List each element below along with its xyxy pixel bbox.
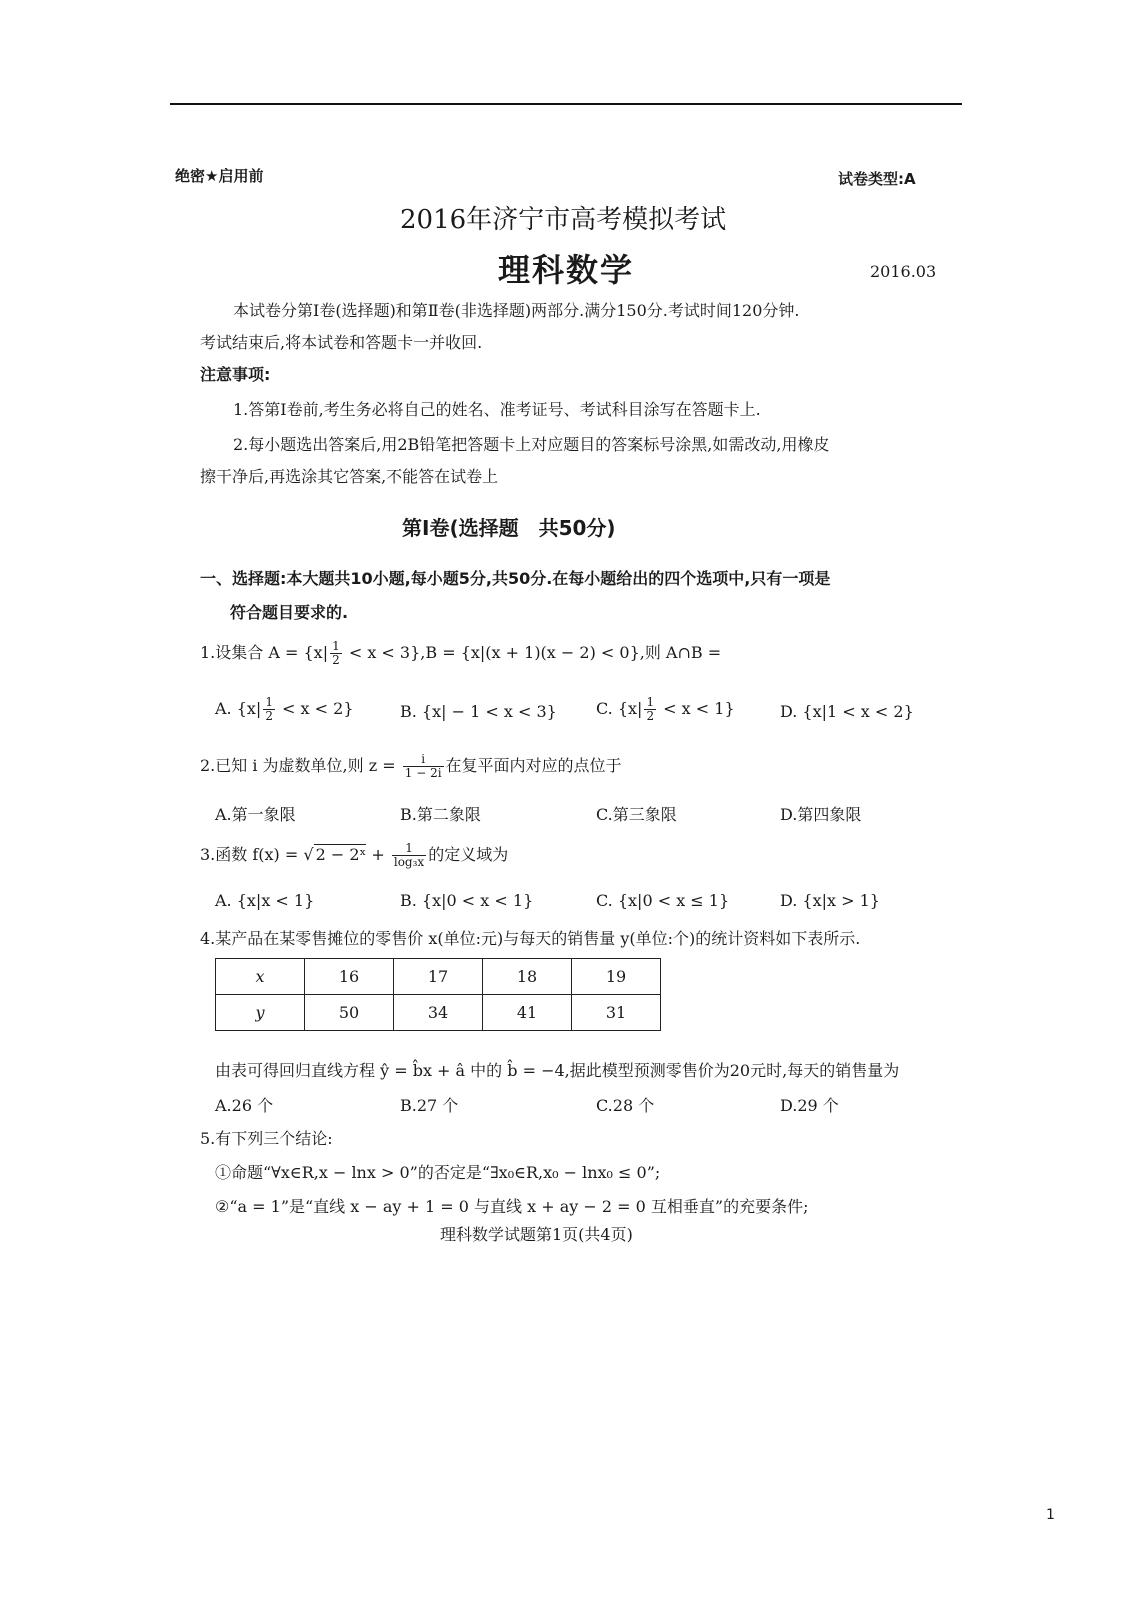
q3-frac-den: log₃x	[393, 855, 425, 869]
q3-option-d: D. {x|x > 1}	[780, 891, 880, 910]
q1-text-b: < x < 3},B = {x|(x + 1)(x − 2) < 0},则 A∩B =	[343, 643, 722, 662]
table-header-y: y	[216, 995, 305, 1031]
q5-item-2: ②“a = 1”是“直线 x − ay + 1 = 0 与直线 x + ay − 2 = 0 互相垂直”的充要条件;	[215, 1197, 809, 1216]
q1-fraction	[330, 640, 342, 667]
q1-frac-den: 2	[332, 653, 340, 667]
q2-text-b: 在复平面内对应的点位于	[445, 756, 622, 775]
q2-option-d: D.第四象限	[780, 805, 862, 824]
paper-type-label: 试卷类型:A	[838, 170, 916, 188]
notice-item-1: 1.答第Ⅰ卷前,考生务必将自己的姓名、准考证号、考试科目涂写在答题卡上.	[233, 400, 761, 419]
q3-plus: +	[366, 845, 390, 864]
q4-option-d: D.29 个	[780, 1096, 839, 1115]
q1-opt-a-fraction	[263, 696, 275, 723]
section-title: 第Ⅰ卷(选择题 共50分)	[402, 516, 616, 540]
q3-option-c: C. {x|0 < x ≤ 1}	[596, 891, 730, 910]
q1-option-c	[596, 696, 735, 723]
notice-item-2a: 2.每小题选出答案后,用2B铅笔把答题卡上对应题目的答案标号涂黑,如需改动,用橡皮	[233, 435, 830, 454]
q1-opt-c-den: 2	[646, 709, 655, 723]
table-row	[216, 959, 661, 995]
q4-regression-line: 由表可得回归直线方程 ŷ = b̂x + â 中的 b̂ = −4,据此模型预测零售价为20元时,每天的销售量为	[215, 1061, 900, 1080]
q1-option-a	[215, 696, 354, 723]
intro-line-1: 本试卷分第Ⅰ卷(选择题)和第Ⅱ卷(非选择题)两部分.满分150分.考试时间120分钟.	[233, 301, 800, 320]
q1-frac-num: 1	[332, 639, 340, 653]
table-cell: 18	[483, 959, 572, 995]
q1-opt-c-fraction	[644, 696, 656, 723]
q1-option-b: B. {x| − 1 < x < 3}	[400, 702, 557, 721]
question-3-stem	[200, 842, 508, 869]
q2-frac-den: 1 − 2i	[404, 766, 442, 780]
q2-option-a: A.第一象限	[215, 805, 296, 824]
q2-frac-num: i	[403, 753, 444, 767]
q3-option-b: B. {x|0 < x < 1}	[400, 891, 534, 910]
top-rule	[170, 103, 962, 105]
q3-text-b: 的定义域为	[428, 845, 509, 864]
q4-option-b: B.27 个	[400, 1096, 459, 1115]
table-cell: 50	[305, 995, 394, 1031]
section-instruction-1: 一、选择题:本大题共10小题,每小题5分,共50分.在每小题给出的四个选项中,只有一项是	[200, 569, 831, 588]
q1-opt-a-pre: A. {x|	[215, 699, 262, 718]
q2-option-b: B.第二象限	[400, 805, 481, 824]
question-5-stem: 5.有下列三个结论:	[200, 1129, 333, 1148]
page-number: 1	[1046, 1507, 1055, 1523]
question-1-stem	[200, 640, 721, 667]
q1-text-a: 1.设集合 A = {x|	[200, 643, 329, 662]
secret-label: 绝密★启用前	[175, 167, 264, 185]
table-cell: 31	[572, 995, 661, 1031]
table-cell: 17	[394, 959, 483, 995]
q1-opt-a-num: 1	[265, 695, 273, 709]
q2-option-c: C.第三象限	[596, 805, 677, 824]
q1-opt-c-pre: C. {x|	[596, 699, 643, 718]
q1-opt-a-den: 2	[265, 709, 273, 723]
table-cell: 41	[483, 995, 572, 1031]
exam-date: 2016.03	[870, 262, 937, 281]
q3-text-a: 3.函数 f(x) = √	[200, 845, 314, 864]
page-footer-label: 理科数学试题第1页(共4页)	[440, 1225, 633, 1244]
q1-opt-c-num: 1	[646, 695, 655, 709]
exam-title: 2016年济宁市高考模拟考试	[400, 205, 727, 235]
notice-heading: 注意事项:	[200, 365, 271, 384]
q3-frac-num: 1	[392, 842, 426, 856]
q3-fraction	[392, 842, 426, 869]
intro-line-2: 考试结束后,将本试卷和答题卡一并收回.	[200, 333, 483, 352]
question-4-stem: 4.某产品在某零售摊位的零售价 x(单位:元)与每天的销售量 y(单位:个)的统计资料如下表所示.	[200, 929, 861, 948]
table-row	[216, 995, 661, 1031]
section-instruction-2: 符合题目要求的.	[230, 603, 349, 622]
table-header-x: x	[216, 959, 305, 995]
q3-sqrt-radicand: 2 − 2ˣ	[315, 845, 367, 864]
q5-item-1: ①命题“∀x∈R,x − lnx > 0”的否定是“∃x₀∈R,x₀ − lnx₀ ≤ 0”;	[215, 1163, 661, 1182]
q2-text-a: 2.已知 i 为虚数单位,则 z =	[200, 756, 401, 775]
q1-opt-a-post: < x < 2}	[276, 699, 354, 718]
q4-option-c: C.28 个	[596, 1096, 655, 1115]
q2-fraction	[403, 753, 444, 780]
q1-opt-c-post: < x < 1}	[658, 699, 735, 718]
notice-item-2b: 擦干净后,再选涂其它答案,不能答在试卷上	[200, 467, 499, 486]
q4-option-a: A.26 个	[215, 1096, 274, 1115]
q4-data-table	[215, 958, 661, 1031]
table-cell: 19	[572, 959, 661, 995]
table-cell: 34	[394, 995, 483, 1031]
q3-option-a: A. {x|x < 1}	[215, 891, 315, 910]
q1-option-d: D. {x|1 < x < 2}	[780, 702, 914, 721]
question-2-stem	[200, 753, 622, 780]
table-cell: 16	[305, 959, 394, 995]
subject-title: 理科数学	[498, 251, 635, 289]
